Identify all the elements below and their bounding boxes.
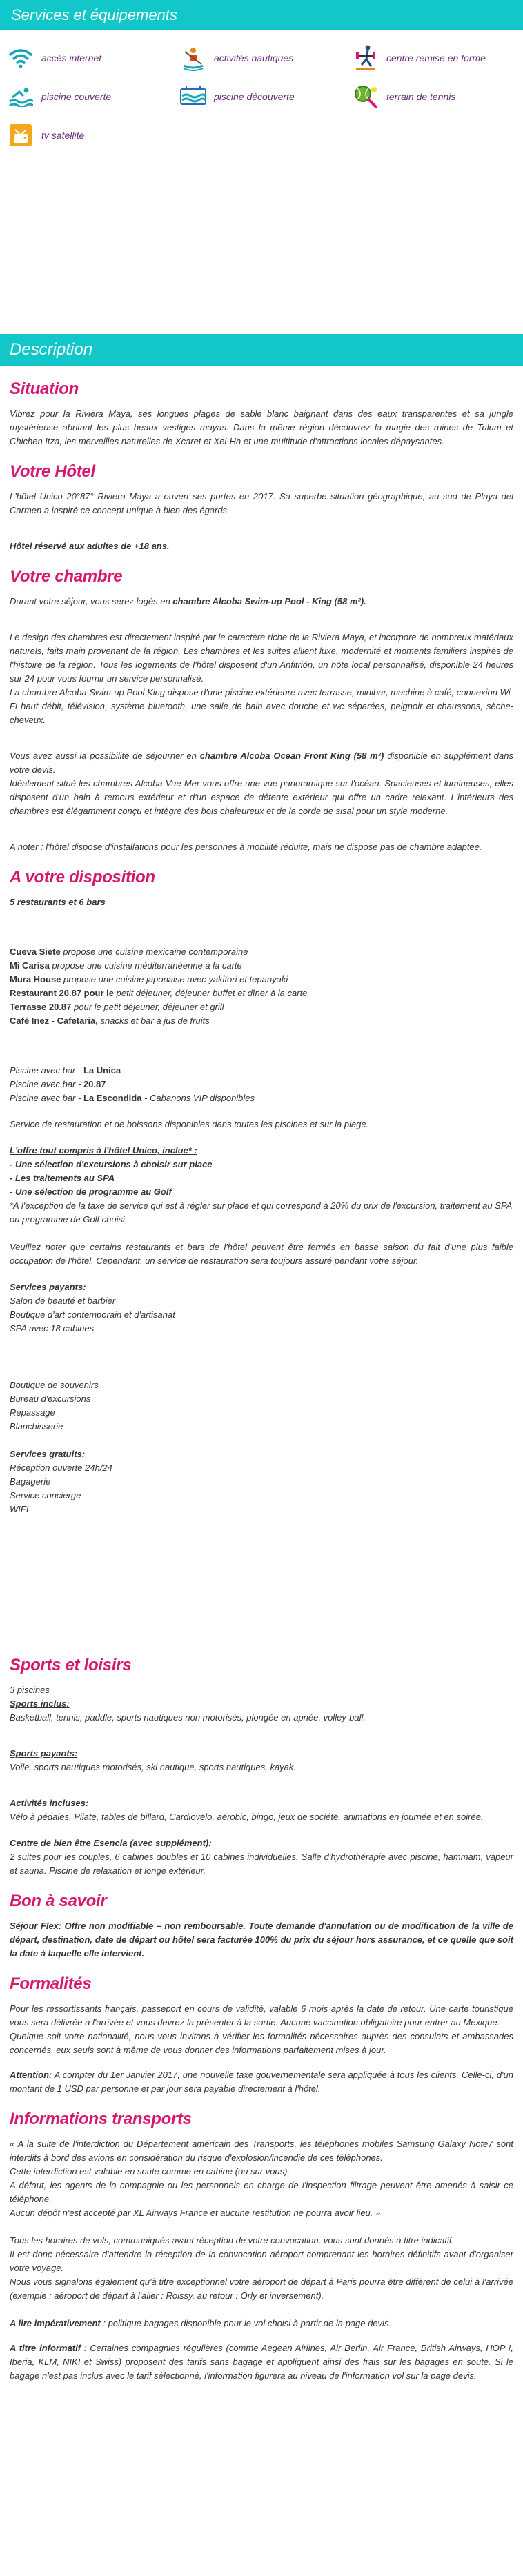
activities-block [10, 1796, 513, 1824]
wellness-title: Centre de bien être Esencia (avec supplément): [10, 1838, 212, 1848]
equipment-indoor-pool [7, 83, 179, 110]
sports-paid-title: Sports payants: [10, 1748, 78, 1758]
equipment-nautical [179, 44, 352, 72]
paid-services-title: Services payants: [10, 1282, 86, 1292]
equipment-outdoor-pool [179, 83, 352, 110]
kayak-icon [179, 44, 207, 72]
transport-text: A défaut, les agents de la compagnie ou les personnels en charge de l'inspection filtrage peuvent être amenés à saisir ce téléphone. [10, 2180, 513, 2204]
equipment-label: activités nautiques [214, 52, 294, 63]
restaurant-item: Restaurant 20.87 pour le petit déjeuner, déjeuner buffet et dîner à la carte [10, 988, 308, 998]
restaurant-item: Mi Carisa propose une cuisine méditerranéenne à la carte [10, 960, 242, 971]
equipment-tv [7, 121, 179, 149]
sports-paid-block [10, 1747, 513, 1774]
hotel-heading: Votre Hôtel [10, 462, 95, 481]
restaurant-item: Café Inez - Cafetaria, snacks et bar à jus de fruits [10, 1015, 210, 1026]
transport-text: Tous les horaires de vols, communiqués avant réception de votre convocation, vous sont donnés à titre indicatif. [10, 2235, 455, 2246]
wifi-icon [7, 44, 34, 72]
free-service-item: Bagagerie [10, 1476, 51, 1487]
equipment-label: centre remise en forme [386, 52, 486, 63]
description-content [0, 379, 523, 2383]
equipments-header [0, 0, 523, 30]
activities-title: Activités incluses: [10, 1798, 89, 1808]
bonasavoir-heading: Bon à savoir [10, 1892, 107, 1910]
restaurant-item: Mura House propose une cuisine japonaise avec yakitori et tepanyaki [10, 974, 288, 984]
transport-block-2 [10, 2234, 513, 2303]
room-ocean-desc: Idéalement situé les chambres Alcoba Vue Mer vous offre une vue panoramique sur l'océan. Spacieuses et lumineuses, elles disposent d'un bain à remous extérieur et d'un espace de détente extérieur qui offre un cadre relaxant. L'intérieurs des chambres est élégamment conçu et intègre des bois chaleureux et de la corde de sisal pour un style moderne. [10, 778, 513, 816]
formalites-heading: Formalités [10, 1974, 92, 1993]
equipment-label: tv satellite [41, 130, 85, 141]
transport-text: Aucun dépôt n'est accepté par XL Airways France et aucune restitution ne pourra avoir lieu. » [10, 2208, 381, 2218]
free-services [10, 1447, 513, 1516]
closure-note: Veuillez noter que certains restaurants et bars de l'hôtel peuvent être fermés en basse saison du fait d'une plus faible occupation de l'hôtel. Cependant, un service de restauration sera toujours assuré pendant votre séjour. [10, 1242, 513, 1266]
free-service-item: WIFI [10, 1504, 29, 1514]
transport-block-1 [10, 2137, 513, 2220]
room-heading: Votre chambre [10, 567, 123, 586]
wellness-block [10, 1836, 513, 1878]
equipment-label: piscine couverte [41, 91, 112, 102]
tv-icon [7, 121, 34, 149]
paid-service-item: Salon de beauté et barbier [10, 1296, 116, 1306]
dispo-heading: A votre disposition [10, 868, 155, 886]
situation-heading: Situation [10, 379, 79, 398]
transport-text: Il est donc nécessaire d'attendre la réception de la convocation aéroport comprenant les horaires définitifs avant d'organiser votre voyage. [10, 2249, 513, 2273]
sports-included: Basketball, tennis, paddle, sports nautiques non motorisés, plongée en apnée, volley-ball. [10, 1712, 366, 1723]
paid-service-item: SPA avec 18 cabines [10, 1323, 95, 1334]
bar-item: Piscine avec bar - La Unica [10, 1065, 121, 1076]
tennis-icon [352, 83, 379, 110]
offer-item: - Une sélection de programme au Golf [10, 1187, 172, 1197]
service-text: Service de restauration et de boissons disponibles dans toutes les piscines et sur la plage. [10, 1119, 369, 1129]
paid-service-item: Repassage [10, 1407, 55, 1418]
transport-heading: Informations transports [10, 2110, 192, 2128]
dispo-subtitle: 5 restaurants et 6 bars [10, 897, 106, 907]
equipment-label: piscine découverte [214, 91, 295, 102]
paid-services-more [10, 1378, 513, 1434]
offer-block [10, 1144, 513, 1227]
description-title: Description [10, 340, 93, 359]
offer-item: - Une sélection d'excursions à choisir sur place [10, 1159, 213, 1169]
offer-item: - Les traitements au SPA [10, 1173, 115, 1183]
sports-heading: Sports et loisirs [10, 1656, 132, 1674]
free-service-item: Service concierge [10, 1490, 81, 1500]
sports-block [10, 1683, 513, 1725]
transport-baggage: A lire impérativement : politique bagages disponible pour le vol choisi à partir de la page devis. [10, 2318, 392, 2328]
bonasavoir-text: Séjour Flex: Offre non modifiable – non remboursable. Toute demande d'annulation ou de modification de la ville de départ, destination, date de départ ou hôtel sera facturée 100% du prix du séjour hors assurance, et ce quelle que soit la date à laquelle elle intervient. [10, 1921, 513, 1959]
sports-pools: 3 piscines [10, 1685, 50, 1695]
outdoor-pool-icon [179, 83, 207, 110]
restaurant-item: Terrasse 20.87 pour le petit déjeuner, déjeuner et grill [10, 1002, 224, 1012]
formalites-text-2: Quelque soit votre nationalité, nous vous invitons à vérifier les formalités nécessaires auprès des consulats et ambassades concernés, eux seuls sont à même de vous donner des informations parfaitement mises à jour. [10, 2031, 513, 2055]
bar-item: Piscine avec bar - La Escondida - Cabanons VIP disponibles [10, 1093, 255, 1103]
equipment-label: accès internet [41, 52, 102, 63]
room-intro: Durant votre séjour, vous serez logés en chambre Alcoba Swim-up Pool - King (58 m²). [10, 596, 366, 606]
description-header [0, 334, 523, 366]
fitness-icon [352, 44, 379, 72]
room-design-text: Le design des chambres est directement inspiré par le caractère riche de la Riviera Maya, et incorpore de nombreux matériaux naturels, faits main provenant de la région. Les chambres et les suites allient luxe, modernité et moments familiers inspirés de l'histoire de la région. Tous les logements de l'hôtel disposent d'un Anfitrión, un hôte local personnalisé, disponible 24 heures sur 24 pour vous fournir un service personnalisé. [10, 632, 513, 684]
transport-text: Nous vous signalons également qu'à titre exceptionnel votre aéroport de départ à Paris pourra être différent de celui à l'arrivée (exemple : aéroport de départ à l'aller : Roissy, au retour : Orly et inversement). [10, 2277, 513, 2301]
restaurant-list [10, 945, 513, 1028]
bar-list [10, 1064, 513, 1105]
transport-text: « A la suite de l'interdiction du Département américain des Transports, les téléphones mobiles Samsung Galaxy Note7 sont interdits à bord des avions en considération du risque d'explosion/incendie de ces téléphones. [10, 2139, 513, 2163]
sports-included-title: Sports inclus: [10, 1698, 70, 1709]
formalites-text-1: Pour les ressortissants français, passeport en cours de validité, valable 6 mois après la date de retour. Une carte touristique vous sera délivrée à l'arrivée et vous devrez la présenter à la sortie. Aucune vaccination obligatoire pour entrer au Mexique. [10, 2003, 513, 2028]
equipment-label: terrain de tennis [386, 91, 456, 102]
hotel-text: L'hôtel Unico 20°87° Riviera Maya a ouvert ses portes en 2017. Sa superbe situation géographique, au sud de Playa del Carmen a inspiré ce concept unique à bien des égards. [10, 491, 513, 515]
wellness-text: 2 suites pour les couples, 6 cabines doubles et 10 cabines individuelles. Salle d'hydrothérapie avec piscine, hammam, vapeur et sauna. Piscine de relaxation et longe extérieur. [10, 1852, 513, 1876]
paid-services [10, 1280, 513, 1336]
free-services-title: Services gratuits: [10, 1449, 86, 1459]
room-note: A noter : l'hôtel dispose d'installations pour les personnes à mobilité réduite, mais ne dispose pas de chambre adaptée. [10, 842, 482, 852]
situation-text: Vibrez pour la Riviera Maya, ses longues plages de sable blanc baignant dans des eaux transparentes et sa jungle mystérieuse abritant les plus beaux vestiges mayas. Dans la même région découvrez la magie des ruines de Tulum et Chichen Itza, les merveilles naturelles de Xcaret et Xel-Ha et une multitude d'attractions locales dépaysantes. [10, 408, 513, 446]
offer-title: L'offre tout compris à l'hôtel Unico, inclue* : [10, 1145, 197, 1156]
equipment-internet [7, 44, 179, 72]
free-service-item: Réception ouverte 24h/24 [10, 1463, 112, 1473]
room-swim-text: La chambre Alcoba Swim-up Pool King dispose d'une piscine extérieure avec terrasse, minibar, machine à café, connexion Wi-Fi haut débit, télévision, système bluetooth, une salle de bain avec douche et wc séparées, peignoir et chaussons, sèche-cheveux. [10, 687, 513, 725]
bar-item: Piscine avec bar - 20.87 [10, 1079, 106, 1089]
equipments-title: Services et équipements [11, 6, 177, 23]
activities-text: Vélo à pédales, Pilate, tables de billard, Cardiovélo, aérobic, bingo, jeux de société, animations en journée et en soirée. [10, 1812, 484, 1822]
sports-paid: Voile, sports nautiques motorisés, ski nautique, sports nautiques, kayak. [10, 1762, 297, 1772]
transport-info: A titre informatif : Certaines compagnies régulières (comme Aegean Airlines, Air Berlin, Air France, British Airways, HOP !, Iberia, KLM, NIKI et Swiss) proposent des tarifs sans bagage et appliquent ainsi des frais sur les bagages en soute. Si le bagage n'est pas inclus avec le tarif sélectionné, l'information figurera au niveau de l'information vol sur la page devis. [10, 2343, 513, 2381]
equipment-tennis [352, 83, 517, 110]
equipments-grid [0, 30, 523, 149]
paid-service-item: Boutique de souvenirs [10, 1380, 99, 1390]
indoor-pool-icon [7, 83, 34, 110]
formalites-attention: Attention: A compter du 1er Janvier 2017, une nouvelle taxe gouvernementale sera appliquée à tous les clients. Celle-ci, d'un montant de 1 USD par personne et par jour sera payable directement à l'hôtel. [10, 2070, 513, 2094]
paid-service-item: Boutique d'art contemporain et d'artisanat [10, 1309, 175, 1320]
paid-service-item: Bureau d'excursions [10, 1394, 91, 1404]
hotel-adults: Hôtel réservé aux adultes de +18 ans. [10, 541, 170, 551]
room-ocean-text: Vous avez aussi la possibilité de séjourner en chambre Alcoba Ocean Front King (58 m²) disponible en supplément dans votre devis. [10, 751, 513, 775]
transport-text: Cette interdiction est valable en soute comme en cabine (ou sur vous). [10, 2166, 290, 2177]
restaurant-item: Cueva Siete propose une cuisine mexicaine contemporaine [10, 947, 248, 957]
equipment-fitness [352, 44, 517, 72]
offer-note: *A l'exception de la taxe de service qui est à régler sur place et qui correspond à 20% du prix de l'excursion, traitement au SPA ou programme de Golf choisi. [10, 1200, 512, 1225]
paid-service-item: Blanchisserie [10, 1421, 63, 1431]
